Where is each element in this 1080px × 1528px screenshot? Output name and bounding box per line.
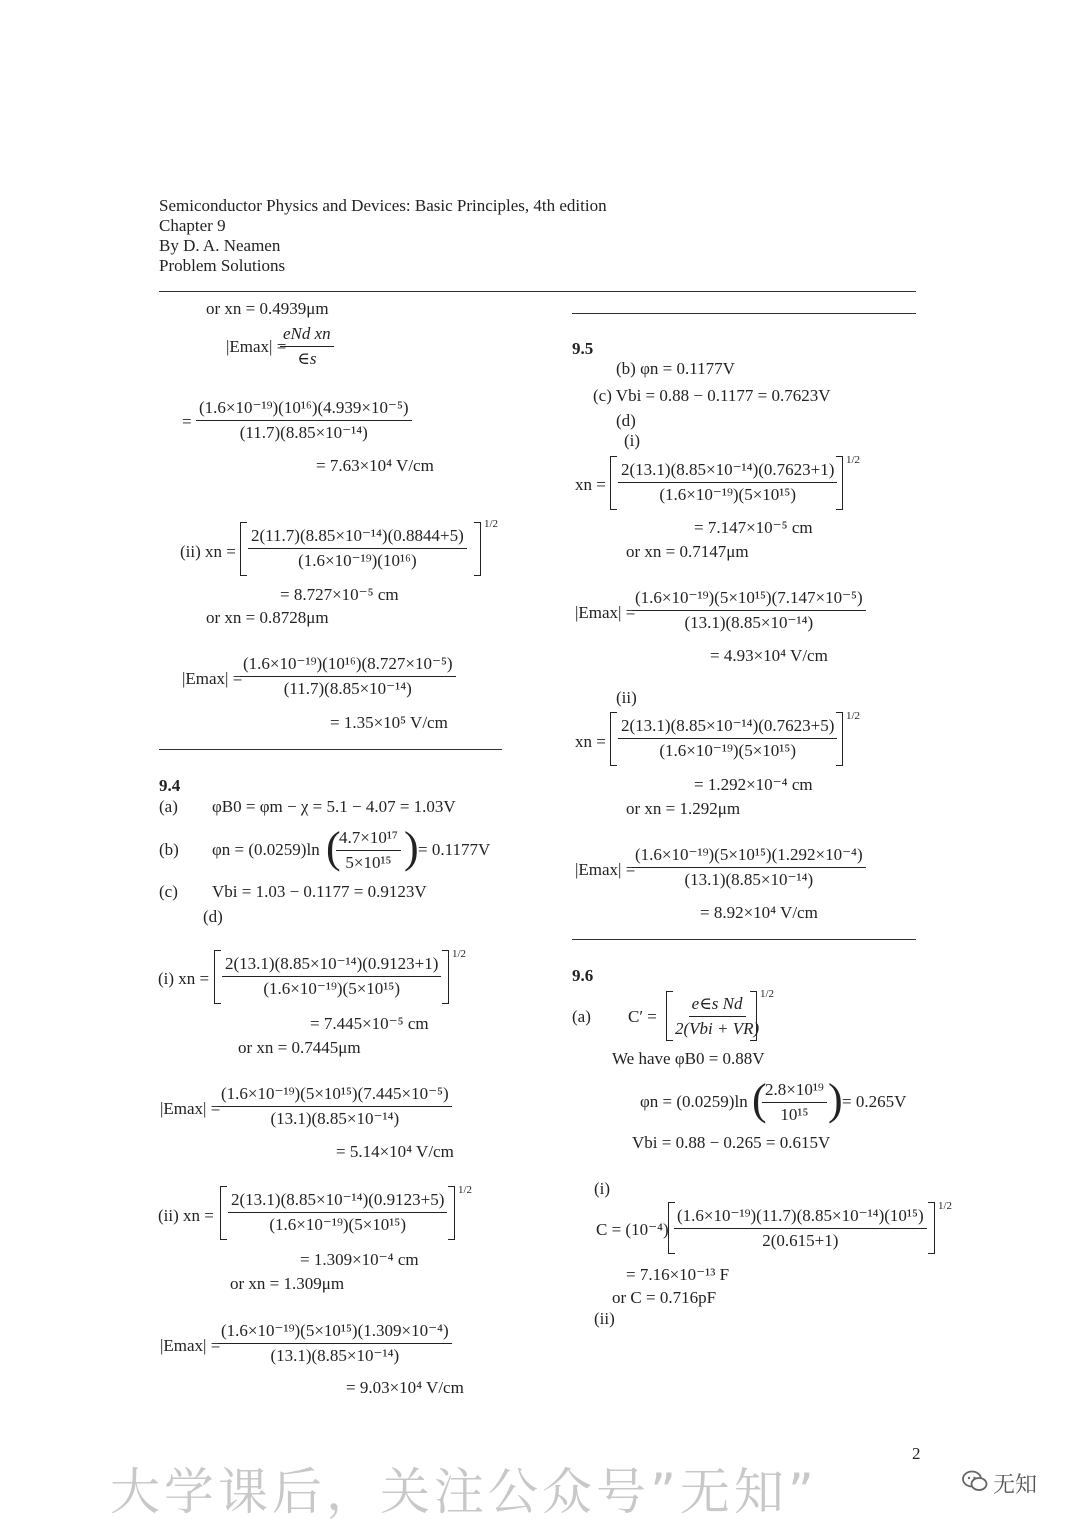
f7-num: (1.6×10⁻¹⁹)(5×10¹⁵)(1.309×10⁻⁴) xyxy=(218,1321,452,1344)
subtitle-label: Problem Solutions xyxy=(159,256,286,275)
r-cap-num: (1.6×10⁻¹⁹)(11.7)(8.85×10⁻¹⁴)(10¹⁵) xyxy=(674,1206,927,1229)
b-result: = 0.1177V xyxy=(418,840,491,859)
f1-den: (11.7)(8.85×10⁻¹⁴) xyxy=(239,423,368,442)
r-bracket-right-cap xyxy=(928,1202,935,1254)
result-4b: or xn = 0.7445μm xyxy=(238,1038,361,1057)
r-b: (b) φn = 0.1177V xyxy=(616,359,735,378)
r-ii2: (ii) xyxy=(594,1309,615,1328)
r-fraction-4 xyxy=(632,845,866,890)
r-cprime-label: C′ = xyxy=(628,1007,657,1026)
eq-sign: = xyxy=(182,412,192,431)
r-phin-paren-open: ( xyxy=(752,1075,767,1124)
bracket-right-6 xyxy=(448,1186,455,1240)
r-phin-paren-close: ) xyxy=(828,1075,843,1124)
r-phin-num: 2.8×10¹⁹ xyxy=(762,1080,827,1103)
bracket-right xyxy=(474,522,481,576)
r-phin-den: 10¹⁵ xyxy=(780,1105,809,1124)
result-1: = 7.63×10⁴ V/cm xyxy=(316,456,434,475)
emax-num: eNd xn xyxy=(280,324,334,347)
r-f3-den: (1.6×10⁻¹⁹)(5×10¹⁵) xyxy=(659,741,796,760)
i-label: (i) xn = xyxy=(158,969,210,988)
result-4: = 7.445×10⁻⁵ cm xyxy=(310,1014,429,1033)
r-emax-label-1: |Emax| = xyxy=(575,603,636,622)
a-label: (a) xyxy=(159,797,178,816)
r-cprime-fraction xyxy=(672,994,762,1039)
r-cap-result-1: = 7.16×10⁻¹³ F xyxy=(626,1265,730,1284)
emax-fraction xyxy=(280,324,334,369)
r-fraction-2 xyxy=(632,588,866,633)
r-bracket-right-c xyxy=(750,991,757,1041)
r-f1-num: 2(13.1)(8.85×10⁻¹⁴)(0.7623+1) xyxy=(618,460,837,483)
result-5: = 5.14×10⁴ V/cm xyxy=(336,1142,454,1161)
r-result-2: = 4.93×10⁴ V/cm xyxy=(710,646,828,665)
r-exponent-half-cap: 1/2 xyxy=(938,1200,953,1212)
r-xn-label-2: xn = xyxy=(575,732,606,751)
right-rule-mid xyxy=(572,939,916,940)
r-fraction-3 xyxy=(618,716,837,761)
fraction-2 xyxy=(248,526,467,571)
r-phin-result: = 0.265V xyxy=(842,1092,907,1111)
r-phin-pre: φn = (0.0259)ln xyxy=(640,1092,748,1111)
r-cap-den: 2(0.615+1) xyxy=(762,1231,839,1250)
r-f3-num: 2(13.1)(8.85×10⁻¹⁴)(0.7623+5) xyxy=(618,716,837,739)
b-label: (b) xyxy=(159,840,179,859)
b-paren-close: ) xyxy=(404,823,419,872)
r-cap-fraction xyxy=(674,1206,927,1251)
result-2: = 8.727×10⁻⁵ cm xyxy=(280,585,399,604)
logo-text: 无知 xyxy=(993,1473,1038,1498)
watermark-text: 大学课后，关注公众号”无知” xyxy=(110,1463,818,1521)
r-result-4: = 8.92×10⁴ V/cm xyxy=(700,903,818,922)
r-f4-den: (13.1)(8.85×10⁻¹⁴) xyxy=(684,870,814,889)
r-bracket-right-1 xyxy=(836,456,843,510)
result-3: = 1.35×10⁵ V/cm xyxy=(330,713,448,732)
r-result-3b: or xn = 1.292μm xyxy=(626,799,741,818)
r-result-3: = 1.292×10⁻⁴ cm xyxy=(694,775,813,794)
f4-num: 2(13.1)(8.85×10⁻¹⁴)(0.9123+1) xyxy=(222,954,441,977)
fraction-6 xyxy=(228,1190,447,1235)
f6-num: 2(13.1)(8.85×10⁻¹⁴)(0.9123+5) xyxy=(228,1190,447,1213)
r-bracket-left-3 xyxy=(610,712,617,766)
r-c: (c) Vbi = 0.88 − 0.1177 = 0.7623V xyxy=(593,386,831,405)
r-i2: (i) xyxy=(594,1179,611,1198)
f6-den: (1.6×10⁻¹⁹)(5×10¹⁵) xyxy=(269,1215,406,1234)
bracket-left-6 xyxy=(220,1186,227,1240)
r-result-1: = 7.147×10⁻⁵ cm xyxy=(694,518,813,537)
left-line-xn: or xn = 0.4939μm xyxy=(206,299,329,318)
chapter-label: Chapter 9 xyxy=(159,216,226,235)
r-f1-den: (1.6×10⁻¹⁹)(5×10¹⁵) xyxy=(659,485,796,504)
f2-num: 2(11.7)(8.85×10⁻¹⁴)(0.8844+5) xyxy=(248,526,467,549)
c-text: Vbi = 1.03 − 0.1177 = 0.9123V xyxy=(212,882,427,901)
a-text: φB0 = φm − χ = 5.1 − 4.07 = 1.03V xyxy=(212,797,456,816)
r-ii: (ii) xyxy=(616,688,637,707)
bracket-right-4 xyxy=(442,950,449,1004)
exponent-half-4: 1/2 xyxy=(452,948,467,960)
fraction-7 xyxy=(218,1321,452,1366)
r-exponent-half-3: 1/2 xyxy=(846,710,861,722)
result-6: = 1.309×10⁻⁴ cm xyxy=(300,1250,419,1269)
r-f4-num: (1.6×10⁻¹⁹)(5×10¹⁵)(1.292×10⁻⁴) xyxy=(632,845,866,868)
f2-den: (1.6×10⁻¹⁹)(10¹⁶) xyxy=(298,551,417,570)
emax-label-2: |Emax| = xyxy=(182,669,243,688)
r-f2-den: (13.1)(8.85×10⁻¹⁴) xyxy=(684,613,814,632)
section-9-6: 9.6 xyxy=(572,966,594,985)
left-rule-1 xyxy=(159,749,502,750)
f5-den: (13.1)(8.85×10⁻¹⁴) xyxy=(270,1109,400,1128)
fraction-5 xyxy=(218,1084,452,1129)
c-label: (c) xyxy=(159,882,178,901)
r-result-1b: or xn = 0.7147μm xyxy=(626,542,749,561)
ii2-label: (ii) xn = xyxy=(158,1206,214,1225)
right-rule-top xyxy=(572,313,916,314)
r-cap-result-2: or C = 0.716pF xyxy=(612,1288,717,1307)
b-den: 5×10¹⁵ xyxy=(345,853,392,872)
r-phin-fraction xyxy=(762,1080,827,1125)
f5-num: (1.6×10⁻¹⁹)(5×10¹⁵)(7.445×10⁻⁵) xyxy=(218,1084,452,1107)
header-rule xyxy=(159,291,916,292)
result-2b: or xn = 0.8728μm xyxy=(206,608,329,627)
fraction-4 xyxy=(222,954,441,999)
emax-den: ∈s xyxy=(297,349,317,368)
r-fraction-1 xyxy=(618,460,837,505)
author-label: By D. A. Neamen xyxy=(159,236,281,255)
fraction-3 xyxy=(240,654,456,699)
r-c-num: e∈s Nd xyxy=(689,994,746,1017)
f4-den: (1.6×10⁻¹⁹)(5×10¹⁵) xyxy=(263,979,400,998)
emax-label-4: |Emax| = xyxy=(160,1336,221,1355)
r-vbi: Vbi = 0.88 − 0.265 = 0.615V xyxy=(632,1133,831,1152)
result-7: = 9.03×10⁴ V/cm xyxy=(346,1378,464,1397)
f7-den: (13.1)(8.85×10⁻¹⁴) xyxy=(270,1346,400,1365)
result-6b: or xn = 1.309μm xyxy=(230,1274,345,1293)
emax-label-3: |Emax| = xyxy=(160,1099,221,1118)
r-exponent-half-c: 1/2 xyxy=(760,988,775,1000)
exponent-half: 1/2 xyxy=(484,518,499,530)
exponent-half-6: 1/2 xyxy=(458,1184,473,1196)
r-we-have: We have φB0 = 0.88V xyxy=(612,1049,765,1068)
wechat-icon xyxy=(962,1470,988,1492)
b-num: 4.7×10¹⁷ xyxy=(336,828,401,851)
b-paren-open: ( xyxy=(326,823,341,872)
r-bracket-right-3 xyxy=(836,712,843,766)
r-emax-label-2: |Emax| = xyxy=(575,860,636,879)
d-label: (d) xyxy=(203,907,223,926)
r-exponent-half-1: 1/2 xyxy=(846,454,861,466)
section-9-5: 9.5 xyxy=(572,339,594,358)
f3-num: (1.6×10⁻¹⁹)(10¹⁶)(8.727×10⁻⁵) xyxy=(240,654,456,677)
b-pre: φn = (0.0259)ln xyxy=(212,840,320,859)
r-bracket-left-1 xyxy=(610,456,617,510)
fraction-1 xyxy=(196,398,412,443)
r-cap-pre: C = (10⁻⁴) xyxy=(596,1220,669,1239)
book-title: Semiconductor Physics and Devices: Basic Principles, 4th edition xyxy=(159,196,607,215)
b-fraction xyxy=(336,828,401,873)
section-9-4: 9.4 xyxy=(159,776,181,795)
bracket-left-4 xyxy=(214,950,221,1004)
f1-num: (1.6×10⁻¹⁹)(10¹⁶)(4.939×10⁻⁵) xyxy=(196,398,412,421)
r-d: (d) xyxy=(616,411,636,430)
r-a-label: (a) xyxy=(572,1007,591,1026)
page-number: 2 xyxy=(912,1444,921,1463)
r-xn-label: xn = xyxy=(575,475,606,494)
r-c-den: 2(Vbi + VR) xyxy=(675,1019,760,1038)
emax-label: |Emax| = xyxy=(226,337,287,356)
f3-den: (11.7)(8.85×10⁻¹⁴) xyxy=(283,679,412,698)
bracket-left xyxy=(240,522,247,576)
r-i: (i) xyxy=(624,431,641,450)
ii-label: (ii) xn = xyxy=(180,542,236,561)
r-f2-num: (1.6×10⁻¹⁹)(5×10¹⁵)(7.147×10⁻⁵) xyxy=(632,588,866,611)
